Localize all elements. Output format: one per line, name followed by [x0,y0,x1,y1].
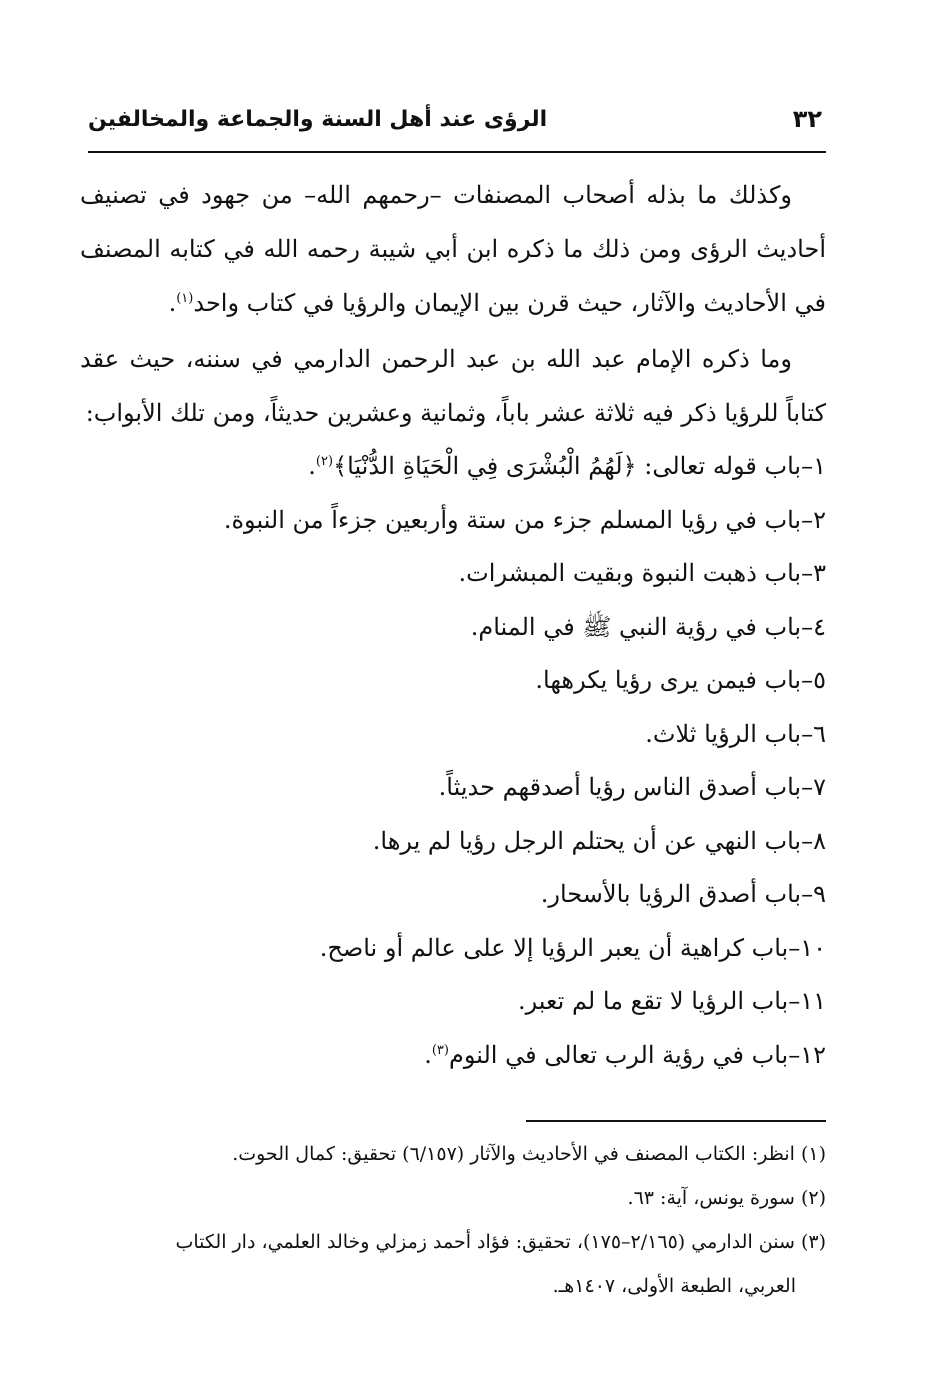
list-item: ٢–باب في رؤيا المسلم جزء من ستة وأربعين جزءاً من النبوة. [223,505,826,534]
header-rule [88,151,826,153]
list-item: ٩–باب أصدق الرؤيا بالأسحار. [540,880,826,908]
running-title: الرؤى عند أهل السنة والجماعة والمخالفين [88,106,548,132]
footnote-marker-3: (٣) [431,1042,449,1058]
list-item: ٣–باب ذهبت النبوة وبقيت المبشرات. [458,559,826,587]
page-header [88,96,822,142]
list-item: ٦–باب الرؤيا ثلاث. [645,719,826,748]
paragraph-1 [80,168,826,330]
list-item: ١–باب قوله تعالى: ﴿لَهُمُ الْبُشْرَى فِي الْحَيَاةِ الدُّنْيَا﴾$^{(٢)}$. [308,452,826,480]
paragraph-1-text: وكذلك ما بذله أصحاب المصنفات –رحمهم الله– من جهود في تصنيف أحاديث الرؤى ومن ذلك ما ذكره ابن أبي شيبة رحمه الله في كتابه المصنف في الأحاديث والآثار، حيث قرن بين الإيمان والرؤيا في كتاب واحد [80,181,826,317]
footnote-marker-1: (١) [176,291,194,306]
footnote-1: (١) انظر: الكتاب المصنف في الأحاديث والآثار (٦/١٥٧) تحقيق: كمال الحوت. [232,1143,826,1165]
body-text [80,168,826,1082]
footnotes [80,1132,826,1308]
page-number: ٣٢ [792,105,822,133]
paragraph-2: وما ذكره الإمام عبد الله بن عبد الرحمن الدارمي في سننه، حيث عقد كتاباً للرؤيا ذكر فيه ثلاثة عشر باباً، وثمانية وعشرين حديثاً، ومن تلك الأبواب: [80,345,826,427]
footnote-3: (٣) سنن الدارمي (٢/١٦٥–١٧٥)، تحقيق: فؤاد أحمد زمزلي وخالد العلمي، دار الكتاب [175,1231,826,1253]
footnote-rule [526,1120,826,1122]
footnote-2: (٢) سورة يونس، آية: ٦٣. [627,1187,826,1209]
list-item: ١٢–باب في رؤية الرب تعالى في النوم$^{(٣)}$. [424,1040,826,1069]
list-item: ١١–باب الرؤيا لا تقع ما لم تعبر. [517,987,826,1015]
list-item: ٥–باب فيمن يرى رؤيا يكرهها. [535,666,826,694]
list-item: ١٠–باب كراهية أن يعبر الرؤيا إلا على عالم أو ناصح. [319,933,826,962]
list-item: ٧–باب أصدق الناس رؤيا أصدقهم حديثاً. [438,773,826,801]
paragraph-1-end: . [168,289,177,317]
chapter-list [80,440,826,1082]
list-item: ٤–باب في رؤية النبي ﷺ في المنام. [470,612,826,641]
list-item: ٨–باب النهي عن أن يحتلم الرجل رؤيا لم يرها. [372,826,826,855]
footnote-marker-2: (٢) [315,454,334,469]
footnote-3-continuation: العربي، الطبعة الأولى، ١٤٠٧هـ. [552,1275,796,1297]
